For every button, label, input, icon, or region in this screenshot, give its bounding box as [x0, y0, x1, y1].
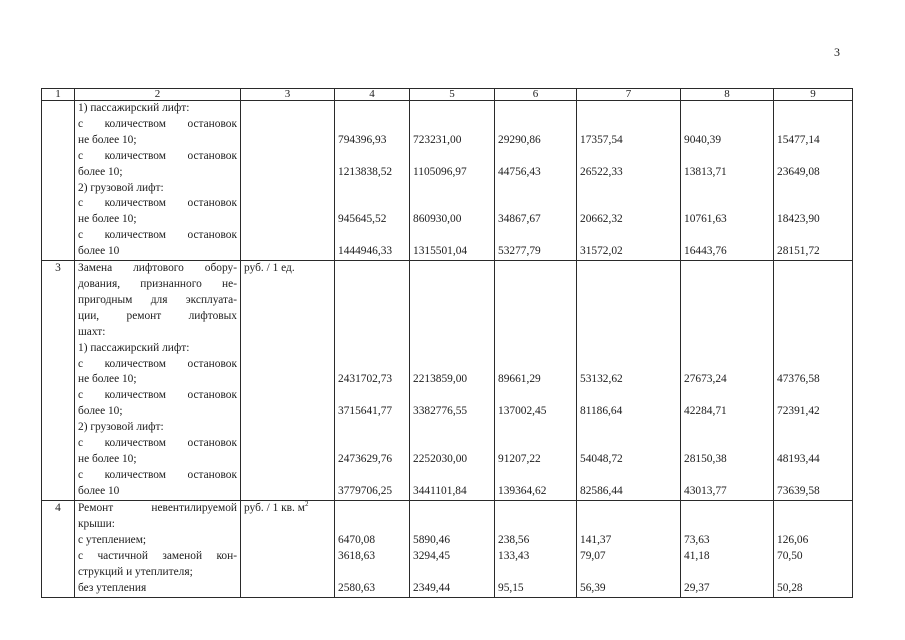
value-line	[684, 468, 770, 484]
value-line: 29,37	[684, 581, 710, 594]
unit-label: руб. / 1 ед.	[244, 262, 295, 275]
description-line: не более 10;	[78, 133, 137, 146]
value-line: 16443,76	[684, 245, 727, 258]
value-line	[580, 309, 677, 325]
value-cell	[410, 261, 495, 501]
value-line	[777, 420, 849, 436]
value-line	[684, 309, 770, 325]
value-line	[338, 388, 406, 404]
value-line: 2213859,00	[413, 373, 468, 386]
value-line	[498, 325, 573, 341]
description-cell	[75, 501, 241, 597]
value-line	[777, 293, 849, 309]
cost-table	[41, 88, 853, 598]
value-line	[498, 293, 573, 309]
value-line	[413, 228, 491, 244]
value-line: 73639,58	[777, 484, 820, 497]
value-line: 133,43	[498, 549, 530, 562]
value-line	[684, 228, 770, 244]
value-line	[338, 468, 406, 484]
description-line: 2) грузовой лифт:	[78, 181, 164, 194]
value-line: 20662,32	[580, 213, 623, 226]
value-line	[684, 149, 770, 165]
description-line: с частичной заменой кон-	[78, 549, 237, 562]
unit-label: руб. / 1 кв. м	[244, 502, 305, 515]
column-number-9: 9	[774, 89, 853, 101]
description-line: более 10;	[78, 405, 123, 418]
value-cell	[335, 261, 410, 501]
value-line	[777, 501, 849, 517]
value-line: 44756,43	[498, 165, 541, 178]
value-line	[684, 117, 770, 133]
value-line: 3715641,77	[338, 405, 393, 418]
description-line: более 10;	[78, 165, 123, 178]
value-line: 28151,72	[777, 245, 820, 258]
value-line: 27673,24	[684, 373, 727, 386]
value-line	[498, 388, 573, 404]
value-line: 53277,79	[498, 245, 541, 258]
value-line: 3618,63	[338, 549, 376, 562]
value-line	[338, 117, 406, 133]
description-line: 1) пассажирский лифт:	[78, 341, 190, 354]
value-line	[580, 356, 677, 372]
value-line: 89661,29	[498, 373, 541, 386]
description-line: пригодным для эксплуата-	[78, 293, 237, 306]
value-line: 54048,72	[580, 452, 623, 465]
value-line	[413, 277, 491, 293]
description-line: 2) грузовой лифт:	[78, 421, 164, 434]
description-line: шахт:	[78, 325, 106, 338]
value-line	[684, 196, 770, 212]
value-line: 945645,52	[338, 213, 387, 226]
value-cell	[335, 101, 410, 261]
value-line: 47376,58	[777, 373, 820, 386]
description-line: с количеством остановок	[78, 149, 237, 162]
value-line	[413, 565, 491, 581]
value-line	[777, 436, 849, 452]
value-line: 2580,63	[338, 581, 376, 594]
value-line	[580, 325, 677, 341]
value-line: 34867,67	[498, 213, 541, 226]
value-cell	[774, 501, 853, 597]
value-line	[684, 517, 770, 533]
value-line	[498, 261, 573, 277]
value-line: 2349,44	[413, 581, 451, 594]
value-line	[413, 101, 491, 117]
value-line	[498, 101, 573, 117]
value-line	[580, 388, 677, 404]
value-line	[338, 436, 406, 452]
value-line	[684, 277, 770, 293]
value-line: 56,39	[580, 581, 606, 594]
value-line	[413, 501, 491, 517]
value-line	[413, 420, 491, 436]
value-line	[498, 277, 573, 293]
value-line	[777, 341, 849, 357]
value-line	[338, 101, 406, 117]
value-line: 723231,00	[413, 133, 462, 146]
value-line	[338, 325, 406, 341]
value-line	[777, 228, 849, 244]
value-line: 28150,38	[684, 452, 727, 465]
value-line	[498, 436, 573, 452]
value-cell	[681, 101, 774, 261]
value-line: 126,06	[777, 533, 809, 546]
value-line	[498, 117, 573, 133]
description-line: более 10	[78, 484, 120, 497]
value-line	[580, 501, 677, 517]
value-line	[413, 356, 491, 372]
row-number-cell: 4	[42, 501, 75, 597]
value-line	[580, 117, 677, 133]
value-line	[684, 501, 770, 517]
value-line	[498, 565, 573, 581]
value-line: 1213838,52	[338, 165, 393, 178]
value-line: 137002,45	[498, 405, 547, 418]
description-line: с количеством остановок	[78, 468, 237, 481]
description-line: с количеством остановок	[78, 437, 237, 450]
value-line	[777, 261, 849, 277]
value-line: 3441101,84	[413, 484, 467, 497]
value-line: 29290,86	[498, 133, 541, 146]
column-number-3: 3	[241, 89, 335, 101]
description-line: с утеплением;	[78, 533, 147, 546]
value-line: 3294,45	[413, 549, 451, 562]
description-line: не более 10;	[78, 452, 137, 465]
value-line	[413, 309, 491, 325]
description-line: не более 10;	[78, 373, 137, 386]
value-cell	[495, 101, 577, 261]
value-line	[413, 149, 491, 165]
value-line	[777, 517, 849, 533]
value-line	[498, 228, 573, 244]
unit-cell	[241, 261, 335, 501]
value-line	[684, 101, 770, 117]
value-line: 41,18	[684, 549, 710, 562]
value-line	[580, 517, 677, 533]
description-line: с количеством остановок	[78, 389, 237, 402]
value-line	[498, 356, 573, 372]
description-line: с количеством остановок	[78, 117, 237, 130]
value-cell	[681, 501, 774, 597]
value-line	[684, 293, 770, 309]
value-line: 82586,44	[580, 484, 623, 497]
value-line: 794396,93	[338, 133, 387, 146]
value-line: 79,07	[580, 549, 606, 562]
unit-superscript: 2	[304, 500, 309, 509]
page-number: 3	[834, 45, 840, 59]
value-line	[684, 341, 770, 357]
value-line	[777, 101, 849, 117]
value-line: 2431702,73	[338, 373, 393, 386]
value-line: 18423,90	[777, 213, 820, 226]
value-line	[338, 501, 406, 517]
value-line: 1444946,33	[338, 245, 393, 258]
description-line: без утепления	[78, 581, 147, 594]
value-line	[413, 261, 491, 277]
description-line: Ремонт невентилируемой	[78, 502, 237, 515]
value-line: 10761,63	[684, 213, 727, 226]
value-line	[777, 565, 849, 581]
value-line	[338, 309, 406, 325]
value-line	[338, 196, 406, 212]
value-line	[338, 356, 406, 372]
value-line: 81186,64	[580, 405, 623, 418]
value-line	[580, 196, 677, 212]
column-number-8: 8	[681, 89, 774, 101]
row-number-cell: 3	[42, 261, 75, 501]
value-line: 139364,62	[498, 484, 547, 497]
value-line: 9040,39	[684, 133, 722, 146]
column-number-5: 5	[410, 89, 495, 101]
value-line	[580, 341, 677, 357]
value-line: 91207,22	[498, 452, 541, 465]
description-line: ции, ремонт лифтовых	[78, 309, 237, 322]
value-line	[413, 117, 491, 133]
value-line	[413, 436, 491, 452]
value-line	[498, 501, 573, 517]
value-line	[413, 468, 491, 484]
value-line: 73,63	[684, 533, 710, 546]
value-cell	[495, 501, 577, 597]
unit-cell	[241, 101, 335, 261]
value-cell	[495, 261, 577, 501]
value-line: 860930,00	[413, 213, 462, 226]
column-number-7: 7	[577, 89, 681, 101]
value-line	[580, 436, 677, 452]
value-line: 6470,08	[338, 533, 376, 546]
description-line: струкций и утеплителя;	[78, 565, 193, 578]
value-line: 23649,08	[777, 165, 820, 178]
value-line: 141,37	[580, 533, 612, 546]
value-line: 50,28	[777, 581, 803, 594]
description-line: с количеством остановок	[78, 197, 237, 210]
value-line	[580, 180, 677, 196]
description-line: дования, признанного не-	[78, 277, 237, 290]
column-number-4: 4	[335, 89, 410, 101]
value-line	[580, 101, 677, 117]
value-line: 95,15	[498, 581, 524, 594]
value-line: 2473629,76	[338, 452, 393, 465]
value-line	[498, 180, 573, 196]
value-line	[580, 565, 677, 581]
value-line	[777, 117, 849, 133]
value-line	[684, 388, 770, 404]
table-header-row	[42, 89, 853, 101]
value-line: 43013,77	[684, 484, 727, 497]
value-line	[498, 309, 573, 325]
value-cell	[410, 501, 495, 597]
value-line	[777, 325, 849, 341]
table-row	[42, 101, 853, 261]
value-line	[338, 293, 406, 309]
value-line: 13813,71	[684, 165, 727, 178]
table-row	[42, 261, 853, 501]
value-line	[338, 228, 406, 244]
value-line	[413, 341, 491, 357]
description-line: с количеством остановок	[78, 357, 237, 370]
value-line	[684, 565, 770, 581]
value-line: 1315501,04	[413, 245, 468, 258]
value-line	[338, 420, 406, 436]
value-line	[580, 149, 677, 165]
description-line: 1) пассажирский лифт:	[78, 102, 190, 114]
value-cell	[577, 261, 681, 501]
value-line: 26522,33	[580, 165, 623, 178]
value-line	[580, 420, 677, 436]
value-line	[580, 228, 677, 244]
description-cell	[75, 261, 241, 501]
value-line	[684, 325, 770, 341]
value-line	[580, 261, 677, 277]
value-line: 72391,42	[777, 405, 820, 418]
value-cell	[681, 261, 774, 501]
column-number-6: 6	[495, 89, 577, 101]
value-line: 48193,44	[777, 452, 820, 465]
description-line: не более 10;	[78, 213, 137, 226]
value-line	[498, 468, 573, 484]
description-line: крыши:	[78, 517, 115, 530]
description-line: более 10	[78, 245, 120, 258]
value-line	[413, 180, 491, 196]
value-line	[413, 293, 491, 309]
value-line	[413, 517, 491, 533]
value-line	[777, 388, 849, 404]
description-line: Замена лифтового обору-	[78, 262, 237, 275]
column-number-2: 2	[75, 89, 241, 101]
value-line: 1105096,97	[413, 165, 467, 178]
value-line: 53132,62	[580, 373, 623, 386]
value-line: 2252030,00	[413, 452, 468, 465]
value-line	[338, 149, 406, 165]
value-line	[580, 293, 677, 309]
value-line: 42284,71	[684, 405, 727, 418]
value-line	[580, 468, 677, 484]
value-cell	[410, 101, 495, 261]
value-line	[338, 341, 406, 357]
value-line	[338, 565, 406, 581]
value-line	[498, 341, 573, 357]
value-cell	[774, 101, 853, 261]
unit-cell	[241, 501, 335, 597]
value-line	[580, 277, 677, 293]
value-line	[338, 180, 406, 196]
value-line: 5890,46	[413, 533, 451, 546]
value-line	[684, 180, 770, 196]
value-line	[498, 420, 573, 436]
value-line	[338, 277, 406, 293]
table-row	[42, 501, 853, 597]
value-line	[338, 517, 406, 533]
value-cell	[577, 501, 681, 597]
value-line	[777, 180, 849, 196]
value-line	[777, 149, 849, 165]
description-cell	[75, 101, 241, 261]
value-line	[413, 196, 491, 212]
value-line: 31572,02	[580, 245, 623, 258]
value-line	[413, 325, 491, 341]
value-cell	[577, 101, 681, 261]
value-line	[777, 309, 849, 325]
description-line: с количеством остановок	[78, 229, 237, 242]
value-line	[498, 149, 573, 165]
value-line	[338, 261, 406, 277]
value-line	[684, 356, 770, 372]
value-line	[777, 277, 849, 293]
value-line: 70,50	[777, 549, 803, 562]
value-line: 3779706,25	[338, 484, 393, 497]
value-line	[777, 468, 849, 484]
value-line	[684, 436, 770, 452]
column-number-1: 1	[42, 89, 75, 101]
value-line: 17357,54	[580, 133, 623, 146]
value-line	[777, 356, 849, 372]
value-line	[498, 517, 573, 533]
value-line: 238,56	[498, 533, 530, 546]
value-line: 15477,14	[777, 133, 820, 146]
value-line	[777, 196, 849, 212]
value-line	[413, 388, 491, 404]
value-line: 3382776,55	[413, 405, 468, 418]
value-line	[684, 420, 770, 436]
value-line	[498, 196, 573, 212]
value-cell	[335, 501, 410, 597]
value-line	[684, 261, 770, 277]
row-number-cell	[42, 101, 75, 261]
value-cell	[774, 261, 853, 501]
